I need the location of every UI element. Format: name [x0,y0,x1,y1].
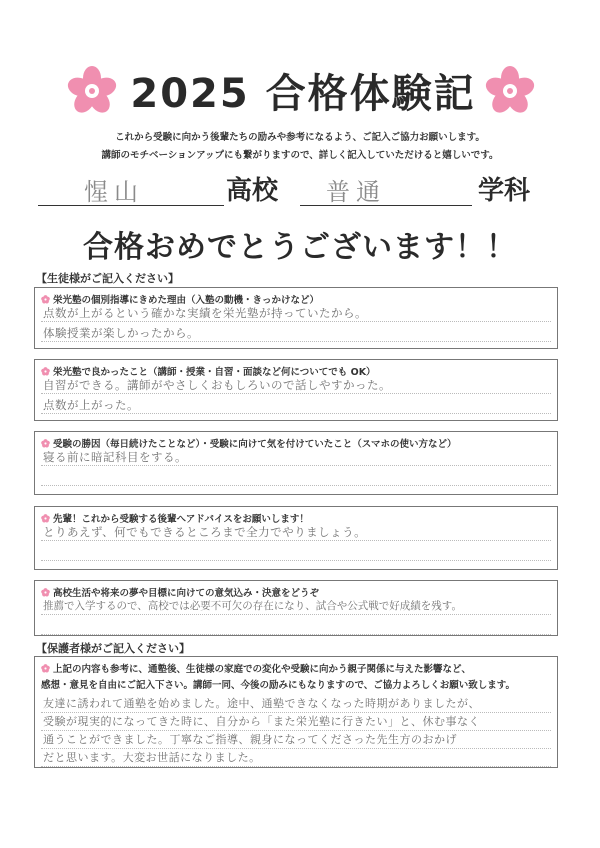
school-name-value: 惺山 [84,178,144,206]
title-row [0,62,600,116]
answer-text: 点数が上がるという確かな実績を栄光塾が持っていたから。 [43,306,367,320]
answer-text: 受験が現実的になってきた時に、自分から「また栄光塾に行きたい」と、休む事なく [43,715,480,728]
sakura-icon [484,64,536,116]
answer-text: 自習ができる。講師がやさしくおもしろいので話しやすかった。 [43,378,391,392]
answer-text: 点数が上がった。 [43,398,139,412]
parent-question-heading: 上記の内容も参考に、通塾後、生徒様の家庭での変化や受験に向かう親子関係に与えた影響など、 [41,661,471,675]
question-heading: 栄光塾の個別指導にきめた理由（入塾の動機・きっかけなど） [41,292,319,306]
parent-question-heading-2: 感想・意見を自由にご記入下さい。講師一同、今後の励みにもなりますので、ご協力よろしくお願い致します。 [41,680,516,691]
sakura-icon [66,64,118,116]
question-box-advice [34,506,558,570]
question-heading: 栄光塾で良かったこと（講師・授業・自習・面談など何についてでも OK） [41,364,376,378]
question-heading: 受験の勝因（毎日続けたことなど）・受験に向けて気を付けていたこと（スマホの使い方など） [41,436,457,450]
answer-text: とりあえず、何でもできるところまで全力でやりましょう。 [43,525,367,539]
answer-text: 通うことができました。丁寧なご指導、親身になってくださった先生方のおかげ [43,733,457,746]
parent-section-label: 【保護者様がご記入ください】 [36,642,190,655]
school-suffix-label: 高校 [226,176,279,206]
question-heading: 高校生活や将来の夢や目標に向けての意気込み・決意をどうぞ [41,585,319,599]
question-heading: 先輩！これから受験する後輩へアドバイスをお願いします！ [41,511,309,525]
question-box-good-points [34,359,558,421]
question-box-success-factor [34,431,558,495]
course-suffix-label: 学科 [478,176,531,206]
congrats-heading: 合格おめでとうございます！！ [83,230,517,265]
answer-text: 友達に誘われて通塾を始めました。途中、通塾できなくなった時期がありましたが、 [43,697,480,710]
sakura-bullet-icon [41,664,50,673]
question-box-reason [34,287,558,349]
school-row [0,166,600,212]
parent-comment-box [34,656,558,768]
question-box-future-goals [34,580,558,636]
intro-text: 講師のモチベーションアップにも繋がりますので、詳しく記入していただけると嬉しいです。 [101,150,499,161]
course-value: 普通 [326,178,386,206]
answer-text: だと思います。大変お世話になりました。 [43,751,261,764]
student-section-label: 【生徒様がご記入ください】 [36,272,179,285]
answer-text: 推薦で入学するので、高校では必要不可欠の存在になり、試合や公式戦で好成績を残す。 [43,600,462,612]
intro-text: これから受験に向かう後輩たちの励みや参考になるよう、ご記入ご協力お願いします。 [115,132,485,143]
answer-text: 体験授業が楽しかったから。 [43,326,199,340]
answer-text: 寝る前に暗記科目をする。 [43,450,187,464]
page-title: 2025 合格体験記 [130,71,476,117]
